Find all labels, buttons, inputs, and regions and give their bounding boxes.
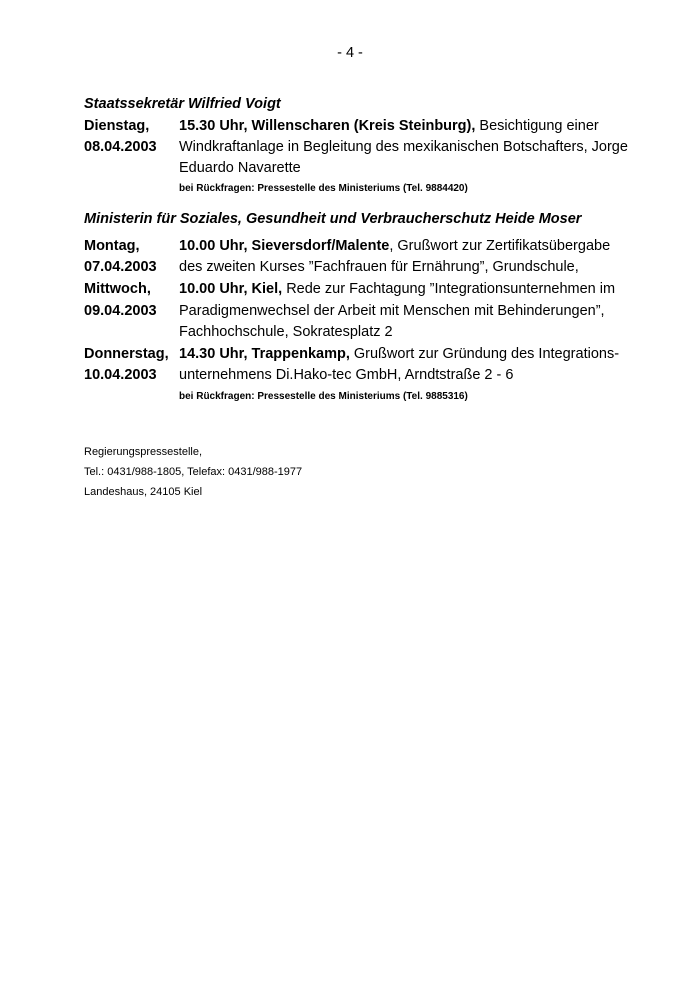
page-number: - 4 - [337,45,363,61]
entry-day: Montag, [84,238,140,254]
footer-phone: Tel.: 0431/988-1805, Telefax: 0431/988-1977 [84,466,303,478]
entry-line: unternehmens Di.Hako-tec GmbH, Arndtstraße 2 - 6 [179,367,514,383]
entry-time-place: 14.30 Uhr, Trappenkamp, [179,346,350,362]
entry-line: Windkraftanlage in Begleitung des mexikanischen Botschafters, Jorge [179,139,628,155]
entry-day: Dienstag, [84,118,150,134]
entry-date: 10.04.2003 [84,367,157,383]
entry-text: Besichtigung einer [475,118,599,134]
entry-line [179,281,615,297]
entry-time-place: 15.30 Uhr, Willenscharen (Kreis Steinburg), [179,118,476,134]
entry-line [179,118,599,134]
entry-day: Donnerstag, [84,346,169,362]
entry-text: Grußwort zur Gründung des Integrations- [349,346,620,362]
entry-day: Mittwoch, [84,281,151,297]
contact-note: bei Rückfragen: Pressestelle des Ministeriums (Tel. 9884420) [179,183,468,194]
section-heading-voigt: Staatssekretär Wilfried Voigt [84,96,281,112]
entry-line: Fachhochschule, Sokratesplatz 2 [179,324,393,340]
entry-line: Paradigmenwechsel der Arbeit mit Menschen mit Behinderungen”, [179,303,605,319]
footer-office: Regierungspressestelle, [84,446,203,458]
entry-line: des zweiten Kurses ”Fachfrauen für Ernährung”, Grundschule, [179,259,579,275]
entry-text: , Grußwort zur Zertifikatsübergabe [389,238,611,254]
entry-date: 08.04.2003 [84,139,157,155]
entry-line [179,346,619,362]
entry-text: Rede zur Fachtagung ”Integrationsunternehmen im [282,281,616,297]
section-heading-moser: Ministerin für Soziales, Gesundheit und Verbraucherschutz Heide Moser [84,211,582,227]
entry-time-place: 10.00 Uhr, Sieversdorf/Malente [179,238,390,254]
footer-address: Landeshaus, 24105 Kiel [84,486,203,498]
contact-note: bei Rückfragen: Pressestelle des Ministeriums (Tel. 9885316) [179,391,468,402]
entry-line [179,238,610,254]
entry-date: 09.04.2003 [84,303,157,319]
entry-line: Eduardo Navarette [179,160,301,176]
entry-time-place: 10.00 Uhr, Kiel, [179,281,283,297]
entry-date: 07.04.2003 [84,259,157,275]
